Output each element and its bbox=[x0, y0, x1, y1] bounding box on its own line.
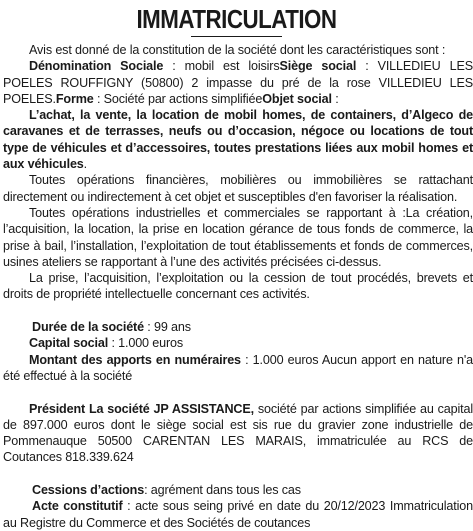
acte-value: : acte sous seing privé en date du 20/12/2023 Immatriculation au Registre du Commerce et des Sociétés de coutances bbox=[3, 499, 473, 530]
acte-paragraph bbox=[3, 498, 473, 531]
cessions-line bbox=[3, 482, 473, 498]
notice-title: IMMATRICULATION bbox=[136, 4, 337, 34]
prise-paragraph: La prise, l’acquisition, l’exploitation ou la cession de tout procédés, brevets et droits de propriété intellectuelle concernant ces activités. bbox=[3, 271, 473, 302]
president-value: société par actions simplifiée au capital de 897.000 euros dont le siège social est sis rue du gravier zone industrielle de Pommenauque 50500 CARENTAN LES MARAIS, immatriculée au RCS de Coutances 818.339.624 bbox=[3, 401, 473, 465]
industrielles-paragraph: Toutes opérations industrielles et commerciales se rapportant à :La création, l’acquisition, la location, la prise en location gérance de tous fonds de commerce, la prise à bail, l’installation, l’exploitation de tout établissements et fonds de commerces, usines ateliers se rapportant à l’une des activités précisées ci-dessus. bbox=[3, 205, 473, 269]
notice-body bbox=[3, 42, 473, 531]
apports-value: : 1.000 euros Aucun apport en nature n'a été effectué à la société bbox=[3, 352, 473, 383]
forme-label: Forme bbox=[55, 91, 94, 106]
acte-label: Acte constitutif bbox=[32, 499, 123, 514]
duree-line bbox=[3, 319, 473, 335]
objet-bold-paragraph: L’achat, la vente, la location de mobil homes, de containers, d’Algeco de caravanes et de terrasses, neufs ou d’occasion, négoce ou locations de tout type de véhicules et d’accessoires, toutes prestations liées aux mobil homes et aux véhicules. bbox=[3, 108, 473, 172]
objet-period: . bbox=[83, 157, 88, 172]
denomination-label: Dénomination Sociale bbox=[29, 59, 164, 74]
financieres-paragraph: Toutes opérations financières, mobilières ou immobilières se rattachant directement ou indirectement à cet objet et susceptibles d'en favoriser la réalisation. bbox=[3, 173, 473, 204]
apports-label: Montant des apports en numéraires bbox=[29, 352, 241, 367]
siege-label: Siège social bbox=[279, 59, 357, 74]
avis-paragraph: Avis est donné de la constitution de la société dont les caractéristiques sont : bbox=[29, 43, 446, 57]
duree-label: Durée de la société bbox=[32, 320, 144, 335]
president-paragraph bbox=[3, 401, 473, 466]
identity-paragraph bbox=[3, 58, 473, 107]
cessions-value: : agrément dans tous les cas bbox=[144, 483, 301, 498]
siege-value: : VILLEDIEU LES POELES ROUFFIGNY (50800) 2 impasse du pré de la rose VILLEDIEU LES POELES. bbox=[3, 59, 473, 106]
objet-colon: : bbox=[331, 91, 339, 106]
apports-line bbox=[3, 352, 473, 385]
title-underline bbox=[191, 36, 282, 37]
capital-line bbox=[3, 335, 473, 351]
denomination-value: : mobil est loisirs bbox=[163, 59, 280, 74]
duree-value: : 99 ans bbox=[143, 320, 191, 335]
capital-value: : 1.000 euros bbox=[108, 336, 184, 351]
capital-label: Capital social bbox=[29, 336, 109, 351]
cessions-label: Cessions d’actions bbox=[32, 483, 145, 498]
objet-label: Objet social bbox=[262, 91, 332, 106]
president-label: Président La société JP ASSISTANCE, bbox=[29, 401, 254, 416]
forme-value: : Société par actions simplifiée bbox=[93, 91, 263, 106]
